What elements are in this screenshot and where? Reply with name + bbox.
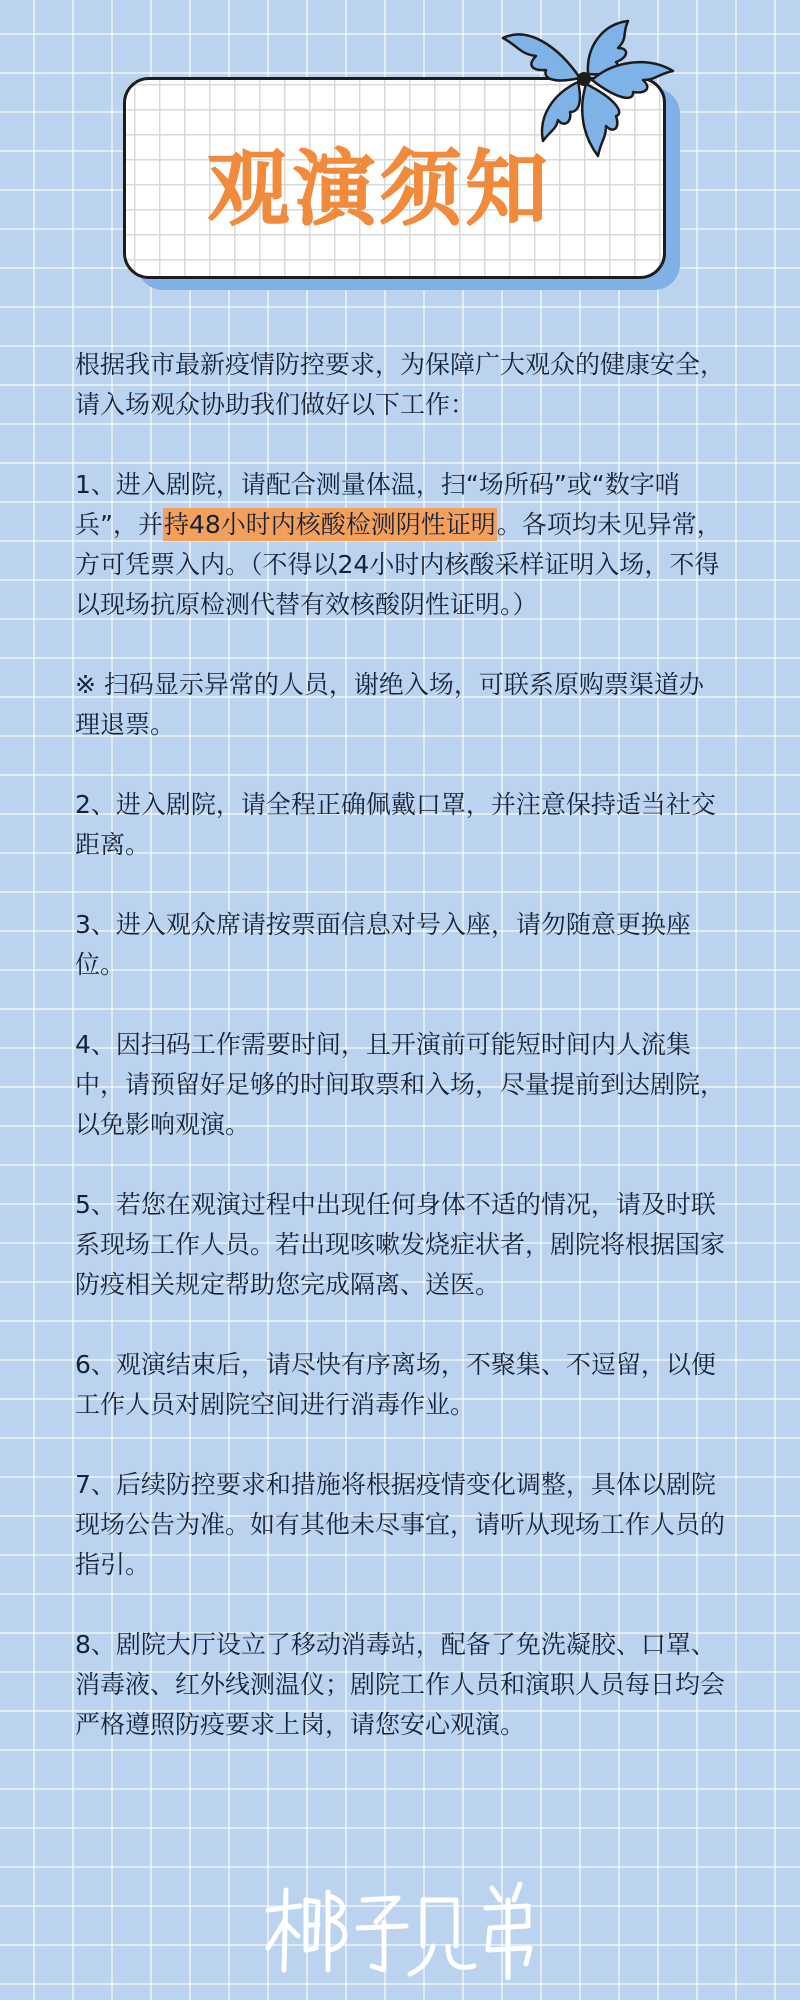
item-4: 4、因扫码工作需要时间，且开演前可能短时间内人流集中，请预留好足够的时间取票和入场，尽量提前到达剧院，以免影响观演。 [75,1030,726,1139]
item-1-text-after: 。各项均未见异常，方可凭票入内。（不得以24小时内核酸采样证明入场，不得以现场抗原检测代替有效核酸阴性证明。） [75,510,722,619]
item-5: 5、若您在观演过程中出现任何身体不适的情况，请及时联系现场工作人员。若出现咳嗽发烧症状者，剧院将根据国家防疫相关规定帮助您完成隔离、送医。 [75,1190,726,1299]
item-1-highlight: 持48小时内核酸检测阴性证明 [163,510,496,539]
item-3: 3、进入观众席请按票面信息对号入座，请勿随意更换座位。 [75,910,691,979]
refund-note: ※ 扫码显示异常的人员，谢绝入场，可联系原购票渠道办理退票。 [75,670,704,739]
item-1 [75,465,725,625]
signature-logo [258,1870,548,1980]
page-title: 观演须知 [207,141,552,237]
intro-paragraph: 根据我市最新疫情防控要求，为保障广大观众的健康安全，请入场观众协助我们做好以下工作： [75,350,726,419]
palm-tree-icon [488,16,688,186]
item-1-text-before: 1、进入剧院，请配合测量体温，扫“场所码”或“数字哨兵”，并 [75,470,680,539]
notice-body [75,345,725,1785]
item-6: 6、观演结束后，请尽快有序离场，不聚集、不逗留，以便工作人员对剧院空间进行消毒作业。 [75,1350,716,1419]
item-2: 2、进入剧院，请全程正确佩戴口罩，并注意保持适当社交距离。 [75,790,716,859]
item-8: 8、剧院大厅设立了移动消毒站，配备了免洗凝胶、口罩、消毒液、红外线测温仪；剧院工作人员和演职人员每日均会严格遵照防疫要求上岗，请您安心观演。 [75,1630,726,1739]
item-7: 7、后续防控要求和措施将根据疫情变化调整，具体以剧院现场公告为准。如有其他未尽事宜，请听从现场工作人员的指引。 [75,1470,726,1579]
